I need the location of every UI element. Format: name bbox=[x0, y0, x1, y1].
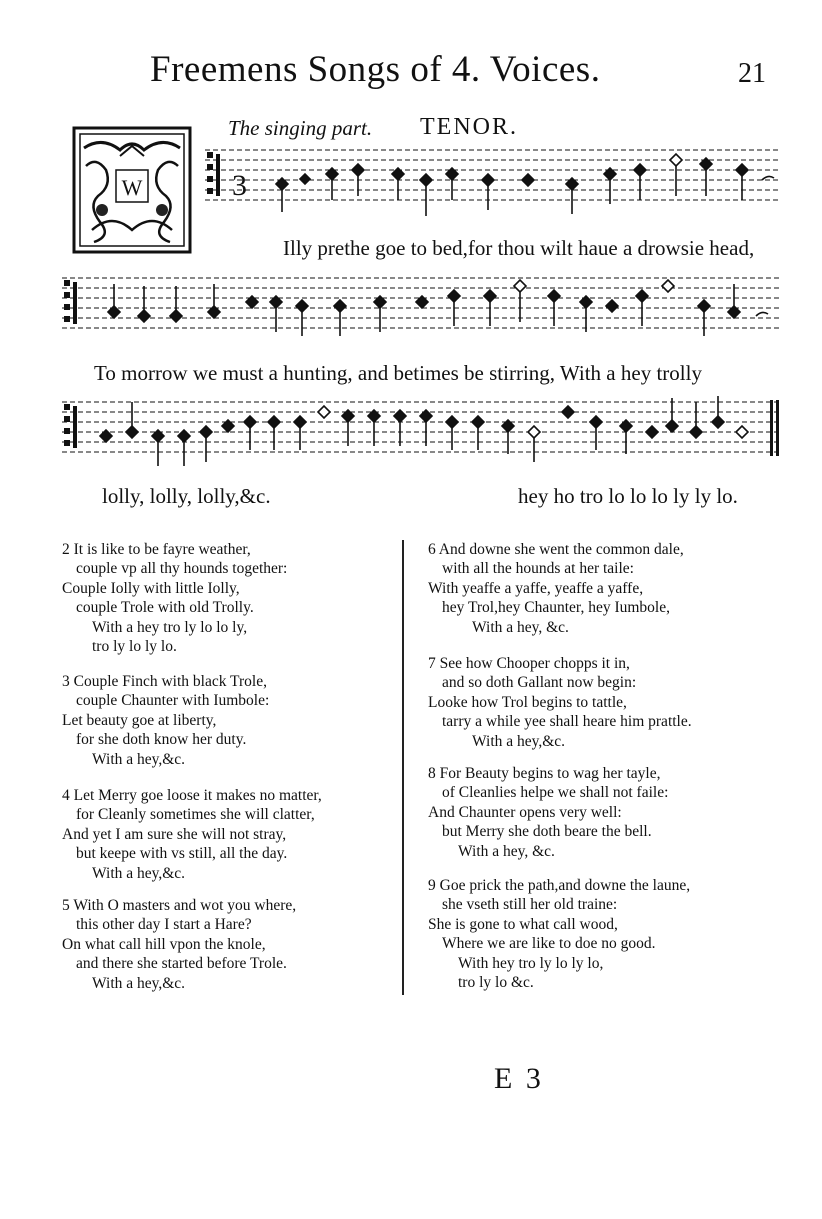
stanza-2 bbox=[62, 540, 287, 656]
stanza-line: Let beauty goe at liberty, bbox=[62, 711, 217, 729]
music-staff-2 bbox=[0, 266, 822, 363]
stanza-line: With yeaffe a yaffe, yeaffe a yaffe, bbox=[428, 579, 644, 597]
column-divider bbox=[402, 540, 404, 995]
stanza-line: With a hey,&c. bbox=[472, 732, 566, 750]
music-staff-3 bbox=[0, 392, 822, 487]
stanza-line: and so doth Gallant now begin: bbox=[442, 674, 637, 692]
stanza-line: On what call hill vpon the knole, bbox=[62, 935, 266, 953]
page-number: 21 bbox=[738, 58, 766, 89]
stanza-line: With a hey,&c. bbox=[92, 750, 186, 768]
lyric-line-4: hey ho tro lo lo lo ly ly lo. bbox=[518, 484, 738, 508]
stanza-line: With a hey, &c. bbox=[472, 618, 569, 636]
stanza-line: and there she started before Trole. bbox=[76, 955, 287, 973]
stanza-line: Looke how Trol begins to tattle, bbox=[428, 693, 627, 711]
stanza-line: tro ly lo &c. bbox=[458, 974, 534, 992]
stanza-line: but keepe with vs still, all the day. bbox=[76, 845, 288, 863]
voice-label: TENOR. bbox=[420, 114, 518, 140]
stanza-line: With a hey,&c. bbox=[92, 864, 186, 882]
page-title: Freemens Songs of 4. Voices. bbox=[150, 49, 601, 90]
stanza-line: this other day I start a Hare? bbox=[76, 916, 252, 934]
signature-mark: E 3 bbox=[494, 1062, 544, 1095]
music-staff-1 bbox=[0, 140, 822, 237]
stanza-line: Couple Iolly with little Iolly, bbox=[62, 579, 240, 597]
stanza-line: With a hey,&c. bbox=[92, 974, 186, 992]
stanza-line: tarry a while yee shall heare him prattle. bbox=[442, 713, 692, 731]
stanza-line: With a hey tro ly lo lo ly, bbox=[92, 618, 248, 636]
stanza-line: 2 It is like to be fayre weather, bbox=[62, 541, 251, 558]
stanza-line: 7 See how Chooper chopps it in, bbox=[428, 655, 630, 672]
stanza-3 bbox=[62, 672, 269, 769]
stanza-line: 6 And downe she went the common dale, bbox=[428, 541, 684, 558]
stanza-7 bbox=[428, 654, 692, 751]
stanza-8 bbox=[428, 764, 668, 861]
stanza-line: for she doth know her duty. bbox=[76, 731, 247, 749]
stanza-line: hey Trol,hey Chaunter, hey Iumbole, bbox=[442, 599, 670, 617]
stanza-9 bbox=[428, 876, 690, 992]
stanza-line: She is gone to what call wood, bbox=[428, 915, 618, 933]
svg-text:3: 3 bbox=[232, 169, 247, 202]
stanza-line: With hey tro ly lo ly lo, bbox=[458, 954, 604, 972]
stanza-line: And Chaunter opens very well: bbox=[428, 803, 622, 821]
stanza-line: of Cleanlies helpe we shall not faile: bbox=[442, 784, 669, 802]
stanza-line: tro ly lo ly lo. bbox=[92, 638, 177, 656]
lyric-line-3: lolly, lolly, lolly,&c. bbox=[102, 484, 271, 508]
stanza-line: 8 For Beauty begins to wag her tayle, bbox=[428, 765, 661, 782]
stanza-line: but Merry she doth beare the bell. bbox=[442, 823, 652, 841]
singing-part-label: The singing part. bbox=[228, 116, 373, 140]
stanza-line: 5 With O masters and wot you where, bbox=[62, 897, 297, 914]
lyric-line-1: Illy prethe goe to bed,for thou wilt haue a drowsie head, bbox=[283, 236, 755, 260]
stanza-5 bbox=[62, 896, 296, 993]
stanza-line: couple Trole with old Trolly. bbox=[76, 599, 254, 617]
stanza-line: With a hey, &c. bbox=[458, 842, 555, 860]
stanza-6 bbox=[428, 540, 684, 637]
stanza-line: couple vp all thy hounds together: bbox=[76, 560, 288, 578]
stanza-line: 4 Let Merry goe loose it makes no matter, bbox=[62, 787, 322, 804]
stanza-line: 3 Couple Finch with black Trole, bbox=[62, 673, 267, 690]
stanza-line: 9 Goe prick the path,and downe the laune, bbox=[428, 877, 691, 894]
stanza-line: for Cleanly sometimes she will clatter, bbox=[76, 806, 315, 824]
stanza-4 bbox=[62, 786, 322, 883]
lyric-line-2: To morrow we must a hunting, and betimes be stirring, With a hey trolly bbox=[94, 361, 702, 385]
stanza-line: couple Chaunter with Iumbole: bbox=[76, 692, 270, 710]
stanza-line: And yet I am sure she will not stray, bbox=[62, 825, 287, 843]
stanza-line: she vseth still her old traine: bbox=[442, 896, 618, 914]
stanza-line: with all the hounds at her taile: bbox=[442, 560, 634, 578]
initial-letter: W bbox=[121, 175, 143, 200]
stanza-line: Where we are like to doe no good. bbox=[442, 935, 656, 953]
